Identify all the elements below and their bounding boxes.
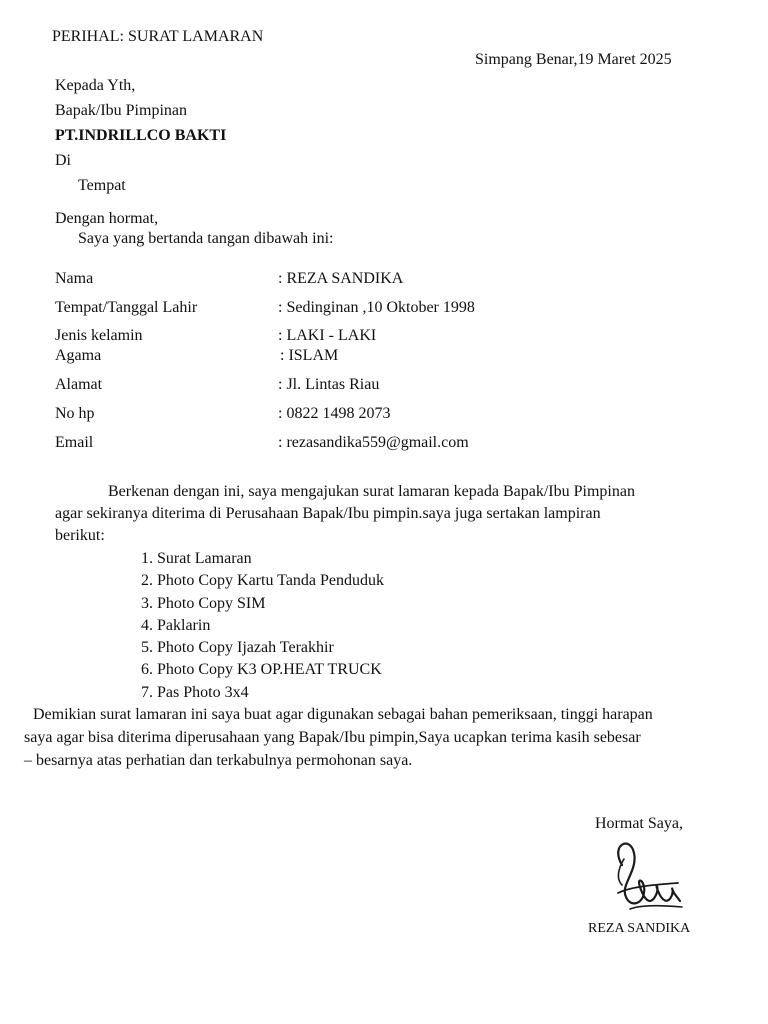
detail-label: No hp (55, 405, 95, 422)
recipient-place: Tempat (78, 177, 126, 194)
handwritten-signature (600, 835, 695, 920)
recipient-company: PT.INDRILLCO BAKTI (55, 127, 227, 144)
closing-paragraph-line: Demikian surat lamaran ini saya buat agar digunakan sebagai bahan pemeriksaan, tinggi harapan (33, 706, 653, 723)
detail-label: Nama (55, 270, 94, 287)
detail-value: : 0822 1498 2073 (278, 405, 391, 422)
detail-value: : rezasandika559@gmail.com (278, 434, 469, 451)
attachment-item: 2. Photo Copy Kartu Tanda Penduduk (141, 572, 385, 589)
signature-salutation: Hormat Saya, (595, 815, 683, 832)
detail-label: Alamat (55, 376, 103, 393)
opening-greeting: Dengan hormat, (55, 210, 159, 227)
attachment-item: 3. Photo Copy SIM (141, 595, 266, 612)
body-paragraph-line: berikut: (55, 527, 105, 544)
attachment-item: 7. Pas Photo 3x4 (141, 684, 249, 701)
attachment-item: 1. Surat Lamaran (141, 550, 252, 567)
detail-label: Jenis kelamin (55, 327, 143, 344)
detail-value: : REZA SANDIKA (278, 270, 404, 287)
recipient-di: Di (55, 152, 71, 169)
signature-name: REZA SANDIKA (588, 921, 691, 936)
detail-value: : ISLAM (280, 347, 339, 364)
attachment-item: 5. Photo Copy Ijazah Terakhir (141, 639, 334, 656)
place-date: Simpang Benar,19 Maret 2025 (475, 51, 672, 68)
detail-label: Email (55, 434, 94, 451)
recipient-greeting: Kepada Yth, (55, 77, 136, 94)
detail-label: Tempat/Tanggal Lahir (55, 299, 198, 316)
recipient-title: Bapak/Ibu Pimpinan (55, 102, 187, 119)
detail-label: Agama (55, 347, 102, 364)
closing-paragraph-line: saya agar bisa diterima diperusahaan yang Bapak/Ibu pimpin,Saya ucapkan terima kasih sebesar (24, 729, 641, 746)
detail-value: : Jl. Lintas Riau (278, 376, 380, 393)
body-paragraph-line: Berkenan dengan ini, saya mengajukan surat lamaran kepada Bapak/Ibu Pimpinan (108, 483, 635, 500)
attachment-item: 6. Photo Copy K3 OP.HEAT TRUCK (141, 661, 382, 678)
detail-value: : Sedinginan ,10 Oktober 1998 (278, 299, 475, 316)
attachment-item: 4. Paklarin (141, 617, 211, 634)
subject-line: PERIHAL: SURAT LAMARAN (52, 28, 264, 45)
detail-value: : LAKI - LAKI (278, 327, 377, 344)
body-paragraph-line: agar sekiranya diterima di Perusahaan Bapak/Ibu pimpin.saya juga sertakan lampiran (55, 505, 601, 522)
opening-intro: Saya yang bertanda tangan dibawah ini: (78, 230, 334, 247)
closing-paragraph-line: – besarnya atas perhatian dan terkabulnya permohonan saya. (24, 752, 413, 769)
